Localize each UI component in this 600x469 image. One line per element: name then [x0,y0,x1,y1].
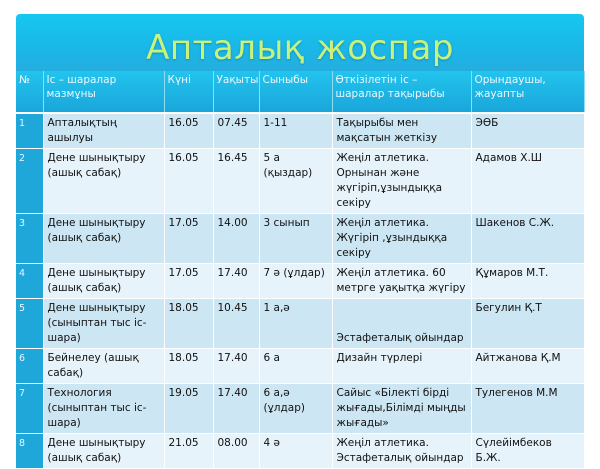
table-row [16,264,584,299]
table-row [16,434,584,469]
row-topic: Жеңіл атлетика. Эстафеталық ойындар [332,434,471,469]
row-number: 3 [16,214,43,264]
row-topic: Тақырыбы мен мақсатын жеткізу [332,113,471,149]
row-date: 16.05 [164,113,213,149]
header-responsible: Орындаушы, жауапты [471,71,584,113]
table-row [16,149,584,214]
row-event: Апталықтың ашылуы [43,113,164,149]
header-topic: Өткізілетін іс – шаралар тақырыбы [332,71,471,113]
row-number: 7 [16,384,43,434]
row-class: 7 ә (ұлдар) [259,264,332,299]
row-event: Дене шынықтыру (ашық сабақ) [43,264,164,299]
row-date: 21.05 [164,434,213,469]
row-event: Технология (сыныптан тыс іс-шара) [43,384,164,434]
row-time: 10.45 [213,299,259,349]
table-row [16,214,584,264]
header-row [16,71,584,113]
schedule-table [16,71,585,469]
row-responsible: Тулегенов М.М [471,384,584,434]
row-event: Дене шынықтыру (сыныптан тыс іс-шара) [43,299,164,349]
row-responsible: Құмаров М.Т. [471,264,584,299]
row-date: 17.05 [164,264,213,299]
row-date: 17.05 [164,214,213,264]
row-date: 19.05 [164,384,213,434]
row-class: 6 а,ә (ұлдар) [259,384,332,434]
header-date: Күні [164,71,213,113]
row-number: 8 [16,434,43,469]
row-responsible: ЭӨБ [471,113,584,149]
row-topic: Жеңіл атлетика. Орнынан және жүгіріп,ұзындыққа секіру [332,149,471,214]
row-responsible: Айтжанова Қ.М [471,349,584,384]
row-number: 5 [16,299,43,349]
header-event: Іс – шаралар мазмұны [43,71,164,113]
schedule-table-container [16,71,584,469]
row-time: 17.40 [213,349,259,384]
row-time: 17.40 [213,264,259,299]
row-event: Дене шынықтыру (ашық сабақ) [43,434,164,469]
row-class: 1-11 [259,113,332,149]
row-event: Дене шынықтыру (ашық сабақ) [43,214,164,264]
row-topic: Сайыс «Білекті бірді жығады,Білімді мыңды жығады» [332,384,471,434]
header-number: № [16,71,43,113]
table-row [16,113,584,149]
row-topic: Жеңіл атлетика. Жүгіріп ,ұзындыққа секіру [332,214,471,264]
table-row [16,299,584,349]
page-title: Апталық жоспар [146,28,454,68]
row-topic: Жеңіл атлетика. 60 метрге уақытқа жүгіру [332,264,471,299]
header-class: Сыныбы [259,71,332,113]
row-class: 5 а (қыздар) [259,149,332,214]
row-responsible: Шакенов С.Ж. [471,214,584,264]
row-time: 17.40 [213,384,259,434]
row-class: 1 а,ә [259,299,332,349]
row-number: 6 [16,349,43,384]
row-responsible: Сүлейімбеков Б.Ж. [471,434,584,469]
row-number: 4 [16,264,43,299]
row-topic: Дизайн түрлері [332,349,471,384]
table-row [16,349,584,384]
row-number: 2 [16,149,43,214]
header-time: Уақыты [213,71,259,113]
row-number: 1 [16,113,43,149]
row-time: 07.45 [213,113,259,149]
row-responsible: Бегулин Қ.Т [471,299,584,349]
row-event: Бейнелеу (ашық сабақ) [43,349,164,384]
table-row [16,384,584,434]
row-event: Дене шынықтыру (ашық сабақ) [43,149,164,214]
row-class: 4 ә [259,434,332,469]
row-date: 16.05 [164,149,213,214]
row-topic: Эстафеталық ойындар [332,299,471,349]
row-date: 18.05 [164,349,213,384]
row-time: 14.00 [213,214,259,264]
row-class: 6 а [259,349,332,384]
row-time: 16.45 [213,149,259,214]
row-class: 3 сынып [259,214,332,264]
row-responsible: Адамов Х.Ш [471,149,584,214]
row-date: 18.05 [164,299,213,349]
row-time: 08.00 [213,434,259,469]
